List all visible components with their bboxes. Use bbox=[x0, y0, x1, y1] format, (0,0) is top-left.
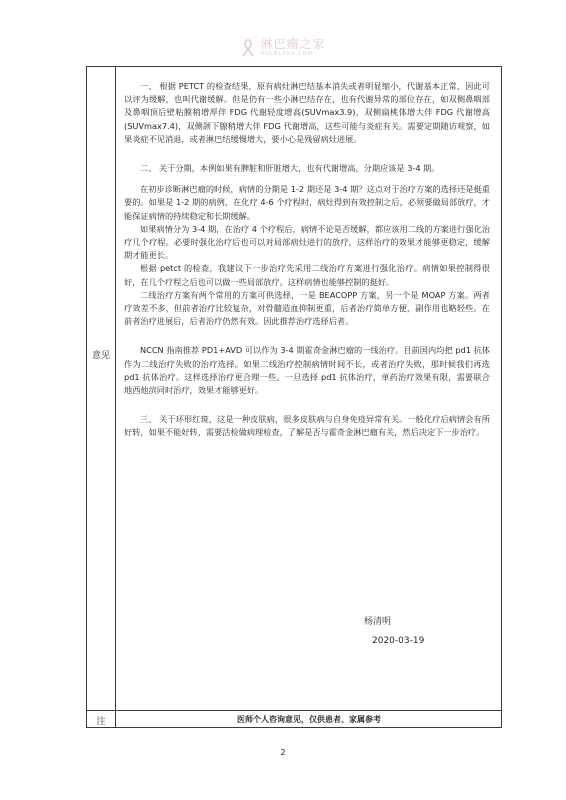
paragraph-stage-3-4: 如果病情分为 3-4 期，在治疗 4 个疗程后，病情不论是否缓解，都应该用二线的方案进行强化治疗几个疗程。必要时强化治疗后也可以对局部病灶进行的放疗，这样治疗的效果才能够更稳定，缓解期才能更长。 bbox=[124, 223, 490, 261]
ribbon-logo-icon bbox=[240, 39, 256, 57]
paragraph-erythema: 三、 关于环形红斑，这是一种皮肤病，很多皮肤病与自身免疫异常有关。一般化疗后病情会有所好转，如果不能好转，需要活检做病理检查，了解是否与霍奇金淋巴瘤有关，然后决定下一步治疗。 bbox=[124, 414, 490, 438]
paragraph-staging: 二、 关于分期，本例如果有脾脏和肝脏增大，也有代谢增高，分期应该是 3-4 期。 bbox=[140, 163, 440, 174]
label-column bbox=[86, 66, 116, 728]
watermark-logo bbox=[0, 38, 566, 64]
signature-date: 2020-03-19 bbox=[372, 636, 425, 646]
note-text: 医师个人咨询意见，仅供患者、家属参考 bbox=[237, 715, 381, 724]
page-number: 2 bbox=[280, 748, 286, 757]
paragraph-recommendation: 根据 petct 的检查，我建议下一步治疗先采用二线治疗方案进行强化治疗。病情如果控制得很好，在几个疗程之后也可以做一些局部放疗。这样病情也能够控制的挺好。 bbox=[124, 263, 490, 287]
paragraph-pet-result: 一、 根据 PETCT 的检查结果，原有病灶淋巴结基本消失或者明显缩小，代谢基本正常，因此可以评为缓解，也叫代谢缓解。但是仍有一些小淋巴结存在，也有代谢异常的部位存在，如双侧鼻咽部及鼻咽顶后壁粘膜稍增厚伴 FDG 代谢轻度增高(SUVmax3.9)，双侧扁桃体增大伴 FDG 代谢增高(SUVmax7.4)，双侧颌下腺稍增大伴 FDG 代谢增高，这些可能与炎症有关。需要定期随访观察，如果炎症不见消退，或者淋巴结缓慢增大，要小心是残留病灶进展。 bbox=[124, 81, 490, 144]
paragraph-second-line: 二线治疗方案有两个常用的方案可供选择，一是 BEACOPP 方案，另一个是 MOAP 方案。两者疗效差不多，但前者治疗比较复杂，对骨髓造血抑制更重，后者治疗简单方便，副作用也略轻些。在前者治疗进展后，后者治疗仍然有效。因此推荐治疗选择后者。 bbox=[124, 289, 490, 327]
opinion-label: 意见 bbox=[91, 351, 110, 361]
paragraph-initial-staging: 在初步诊断淋巴瘤的时候，病情的分期是 1-2 期还是 3-4 期？这点对于治疗方案的选择还是挺重要的。如果是 1-2 期的病例，在化疗 4-6 个疗程时，病灶得到有效控制之后，必须要做局部放疗，才能保证病情的持续稳定和长期缓解。 bbox=[124, 184, 490, 221]
paragraph-nccn: NCCN 指南推荐 PD1+AVD 可以作为 3-4 期霍奇金淋巴瘤的一线治疗。目前国内均把 pd1 抗体作为二线治疗失败的治疗选择。如果二线治疗控制病情时间不长，或者治疗失败，那时候我们再选 pd1 抗体治疗。这样选择治疗更合理一些。一旦选择 pd1 抗体治疗，单药治疗效果有限，需要联合地西他滨同时治疗，效果才能够更好。 bbox=[124, 345, 490, 396]
watermark-url: HOLBLXXX.COM bbox=[260, 51, 313, 57]
watermark-name: 淋巴瘤之家 bbox=[260, 37, 326, 51]
row-divider bbox=[86, 710, 502, 711]
opinion-content bbox=[124, 80, 490, 440]
doctor-signature: 杨清明 bbox=[364, 617, 392, 627]
note-label: 注 bbox=[96, 717, 106, 727]
